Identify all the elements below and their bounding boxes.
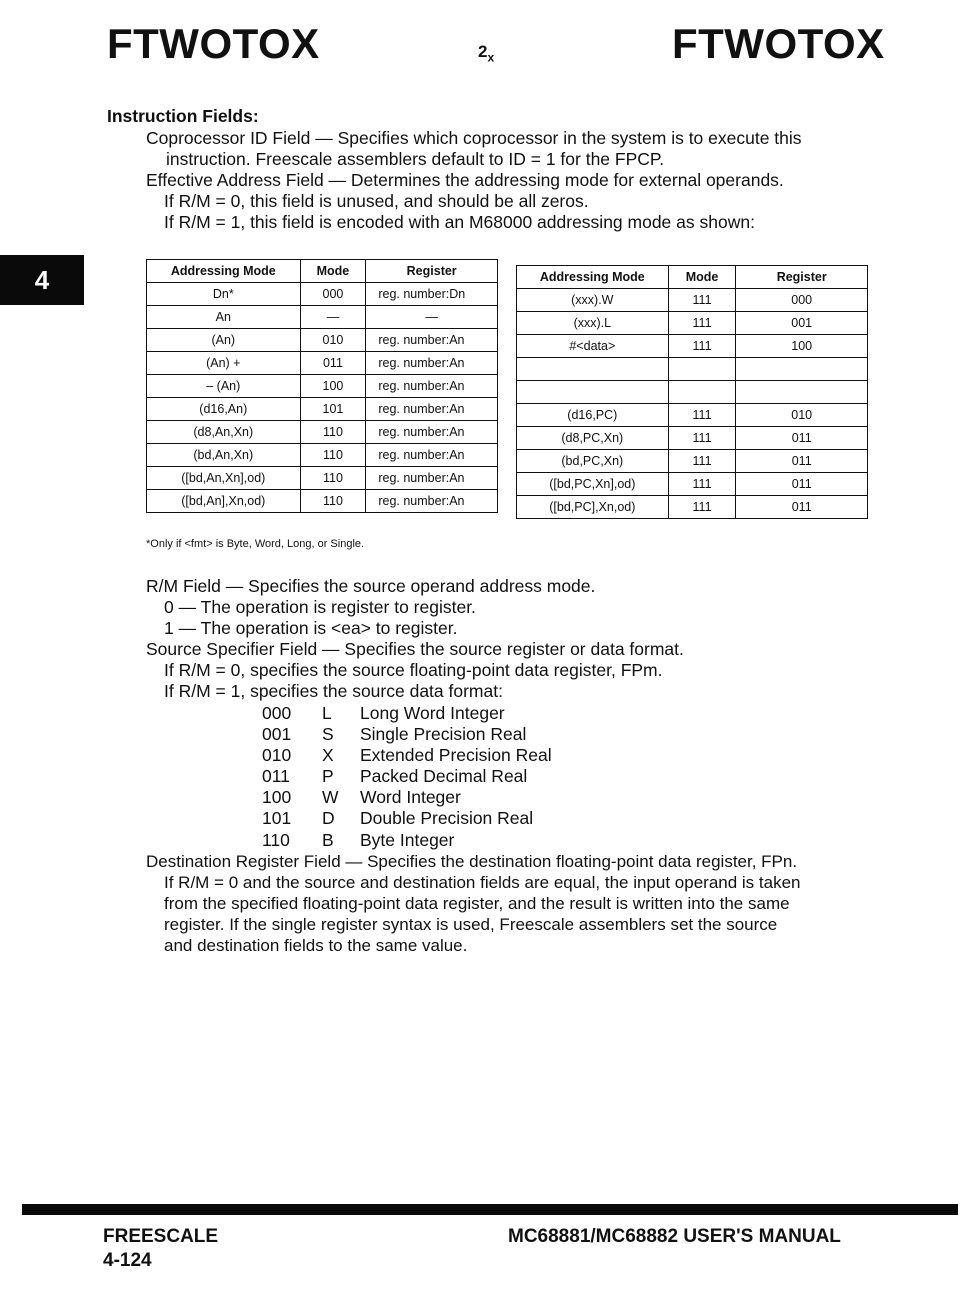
cell-addressing-mode: (xxx).L <box>517 312 669 335</box>
cell-addressing-mode: (bd,PC,Xn) <box>517 450 669 473</box>
format-name: Extended Precision Real <box>360 745 552 765</box>
table-row <box>517 335 868 358</box>
cell-addressing-mode: (d8,An,Xn) <box>147 421 301 444</box>
cell-mode: 111 <box>668 312 736 335</box>
cell-addressing-mode: ([bd,PC,Xn],od) <box>517 473 669 496</box>
cell-register <box>736 358 868 381</box>
table-row <box>517 427 868 450</box>
addressing-mode-table-left <box>146 259 498 513</box>
cell-register: 100 <box>736 335 868 358</box>
section-heading: Instruction Fields: <box>107 106 259 126</box>
source-rm1-line: If R/M = 1, specifies the source data format: <box>164 681 503 701</box>
format-name: Word Integer <box>360 787 461 807</box>
col-header-mode: Mode <box>668 266 736 289</box>
cell-register: — <box>366 306 498 329</box>
cell-register: 000 <box>736 289 868 312</box>
rm-field-line: R/M Field — Specifies the source operand address mode. <box>146 576 596 596</box>
col-header-addressing-mode: Addressing Mode <box>147 260 301 283</box>
cell-mode: 111 <box>668 450 736 473</box>
table-header-row <box>147 260 498 283</box>
table-row <box>147 467 498 490</box>
cell-mode: — <box>300 306 366 329</box>
table-row <box>517 473 868 496</box>
cell-mode: 111 <box>668 473 736 496</box>
cell-mode: 110 <box>300 490 366 513</box>
format-code: 001 <box>262 724 292 744</box>
cell-addressing-mode: (xxx).W <box>517 289 669 312</box>
col-header-register: Register <box>366 260 498 283</box>
cell-mode: 100 <box>300 375 366 398</box>
cell-register: reg. number:Dn <box>366 283 498 306</box>
cell-register: reg. number:An <box>366 490 498 513</box>
destination-line-5: and destination fields to the same value. <box>164 936 468 955</box>
cell-register <box>736 381 868 404</box>
cell-addressing-mode: (bd,An,Xn) <box>147 444 301 467</box>
cell-mode <box>668 358 736 381</box>
destination-line-3: from the specified floating-point data register, and the result is written into the same <box>164 894 790 913</box>
cell-register: 001 <box>736 312 868 335</box>
cell-mode: 111 <box>668 496 736 519</box>
footer-rule <box>22 1204 958 1215</box>
cell-addressing-mode: (d8,PC,Xn) <box>517 427 669 450</box>
cell-mode: 111 <box>668 289 736 312</box>
cell-register: 011 <box>736 473 868 496</box>
format-name: Long Word Integer <box>360 703 505 723</box>
cell-addressing-mode: Dn* <box>147 283 301 306</box>
format-letter: X <box>322 745 334 765</box>
cell-addressing-mode: (An) + <box>147 352 301 375</box>
page-title-right: FTWOTOX <box>672 20 885 67</box>
rm1-line: If R/M = 1, this field is encoded with an M68000 addressing mode as shown: <box>164 212 755 232</box>
col-header-mode: Mode <box>300 260 366 283</box>
cell-addressing-mode <box>517 381 669 404</box>
cell-register: reg. number:An <box>366 421 498 444</box>
page-title-suffix <box>478 42 494 64</box>
chapter-tab-marker: 4 <box>0 255 84 305</box>
cell-addressing-mode: (d16,PC) <box>517 404 669 427</box>
table-row <box>147 283 498 306</box>
col-header-register: Register <box>736 266 868 289</box>
table-row <box>517 450 868 473</box>
cell-mode: 110 <box>300 467 366 490</box>
table-row <box>517 496 868 519</box>
addressing-mode-table-right <box>516 265 868 519</box>
table-row <box>147 444 498 467</box>
destination-line-4: register. If the single register syntax is used, Freescale assemblers set the source <box>164 915 778 934</box>
rm0-line: If R/M = 0, this field is unused, and should be all zeros. <box>164 191 589 211</box>
source-specifier-line: Source Specifier Field — Specifies the source register or data format. <box>146 639 684 659</box>
col-header-addressing-mode: Addressing Mode <box>517 266 669 289</box>
title-mid-sub: x <box>487 50 495 65</box>
format-code: 011 <box>262 766 290 786</box>
format-letter: W <box>322 787 339 807</box>
table-row <box>147 375 498 398</box>
cell-register: 010 <box>736 404 868 427</box>
table-header-row <box>517 266 868 289</box>
destination-register-line: Destination Register Field — Specifies the destination floating-point data register, FPn. <box>146 852 798 871</box>
cell-addressing-mode: An <box>147 306 301 329</box>
cell-mode: 010 <box>300 329 366 352</box>
table-row-empty <box>517 358 868 381</box>
table-footnote: *Only if <fmt> is Byte, Word, Long, or Single. <box>146 538 365 550</box>
cell-addressing-mode: ([bd,An,Xn],od) <box>147 467 301 490</box>
cell-addressing-mode: (d16,An) <box>147 398 301 421</box>
footer-publisher: FREESCALE <box>103 1226 219 1247</box>
table-row <box>147 306 498 329</box>
page-title-left: FTWOTOX <box>107 20 320 67</box>
title-mid-main: 2 <box>478 42 488 61</box>
cell-register: reg. number:An <box>366 444 498 467</box>
format-name: Double Precision Real <box>360 808 534 828</box>
table-row <box>147 490 498 513</box>
format-letter: D <box>322 808 335 828</box>
cell-mode <box>668 381 736 404</box>
rm-0-line: 0 — The operation is register to register. <box>164 597 476 617</box>
table-row <box>147 329 498 352</box>
format-letter: P <box>322 766 334 786</box>
cell-addressing-mode: ([bd,PC],Xn,od) <box>517 496 669 519</box>
cell-mode: 111 <box>668 427 736 450</box>
format-letter: S <box>322 724 334 744</box>
cell-register: reg. number:An <box>366 375 498 398</box>
cell-register: reg. number:An <box>366 398 498 421</box>
cell-register: 011 <box>736 496 868 519</box>
table-row <box>147 352 498 375</box>
cell-addressing-mode <box>517 358 669 381</box>
source-rm0-line: If R/M = 0, specifies the source floating-point data register, FPm. <box>164 660 663 680</box>
table-row <box>517 404 868 427</box>
format-letter: L <box>322 703 332 723</box>
format-code: 110 <box>262 830 290 850</box>
cell-addressing-mode: – (An) <box>147 375 301 398</box>
cell-mode: 110 <box>300 421 366 444</box>
effective-address-line: Effective Address Field — Determines the addressing mode for external operands. <box>146 170 784 190</box>
cell-mode: 101 <box>300 398 366 421</box>
format-code: 010 <box>262 745 292 765</box>
cell-register: reg. number:An <box>366 352 498 375</box>
cell-mode: 011 <box>300 352 366 375</box>
format-letter: B <box>322 830 334 850</box>
format-name: Byte Integer <box>360 830 455 850</box>
format-name: Packed Decimal Real <box>360 766 528 786</box>
cell-addressing-mode: (An) <box>147 329 301 352</box>
table-row <box>517 289 868 312</box>
format-code: 100 <box>262 787 292 807</box>
cell-mode: 111 <box>668 404 736 427</box>
footer-manual-title: MC68881/MC68882 USER'S MANUAL <box>508 1226 841 1247</box>
footer-page-number: 4-124 <box>103 1250 152 1271</box>
coprocessor-id-line: Coprocessor ID Field — Specifies which coprocessor in the system is to execute this <box>146 128 802 148</box>
coprocessor-id-line-cont: instruction. Freescale assemblers default to ID = 1 for the FPCP. <box>166 149 665 169</box>
destination-line-2: If R/M = 0 and the source and destination fields are equal, the input operand is taken <box>164 873 801 892</box>
table-row <box>147 398 498 421</box>
format-name: Single Precision Real <box>360 724 527 744</box>
rm-1-line: 1 — The operation is <ea> to register. <box>164 618 458 638</box>
cell-register: 011 <box>736 427 868 450</box>
table-row-empty <box>517 381 868 404</box>
format-code: 101 <box>262 808 292 828</box>
format-code: 000 <box>262 703 292 723</box>
cell-addressing-mode: ([bd,An],Xn,od) <box>147 490 301 513</box>
table-row <box>147 421 498 444</box>
cell-mode: 000 <box>300 283 366 306</box>
table-row <box>517 312 868 335</box>
cell-register: 011 <box>736 450 868 473</box>
cell-addressing-mode: #<data> <box>517 335 669 358</box>
cell-mode: 111 <box>668 335 736 358</box>
cell-register: reg. number:An <box>366 329 498 352</box>
cell-register: reg. number:An <box>366 467 498 490</box>
cell-mode: 110 <box>300 444 366 467</box>
